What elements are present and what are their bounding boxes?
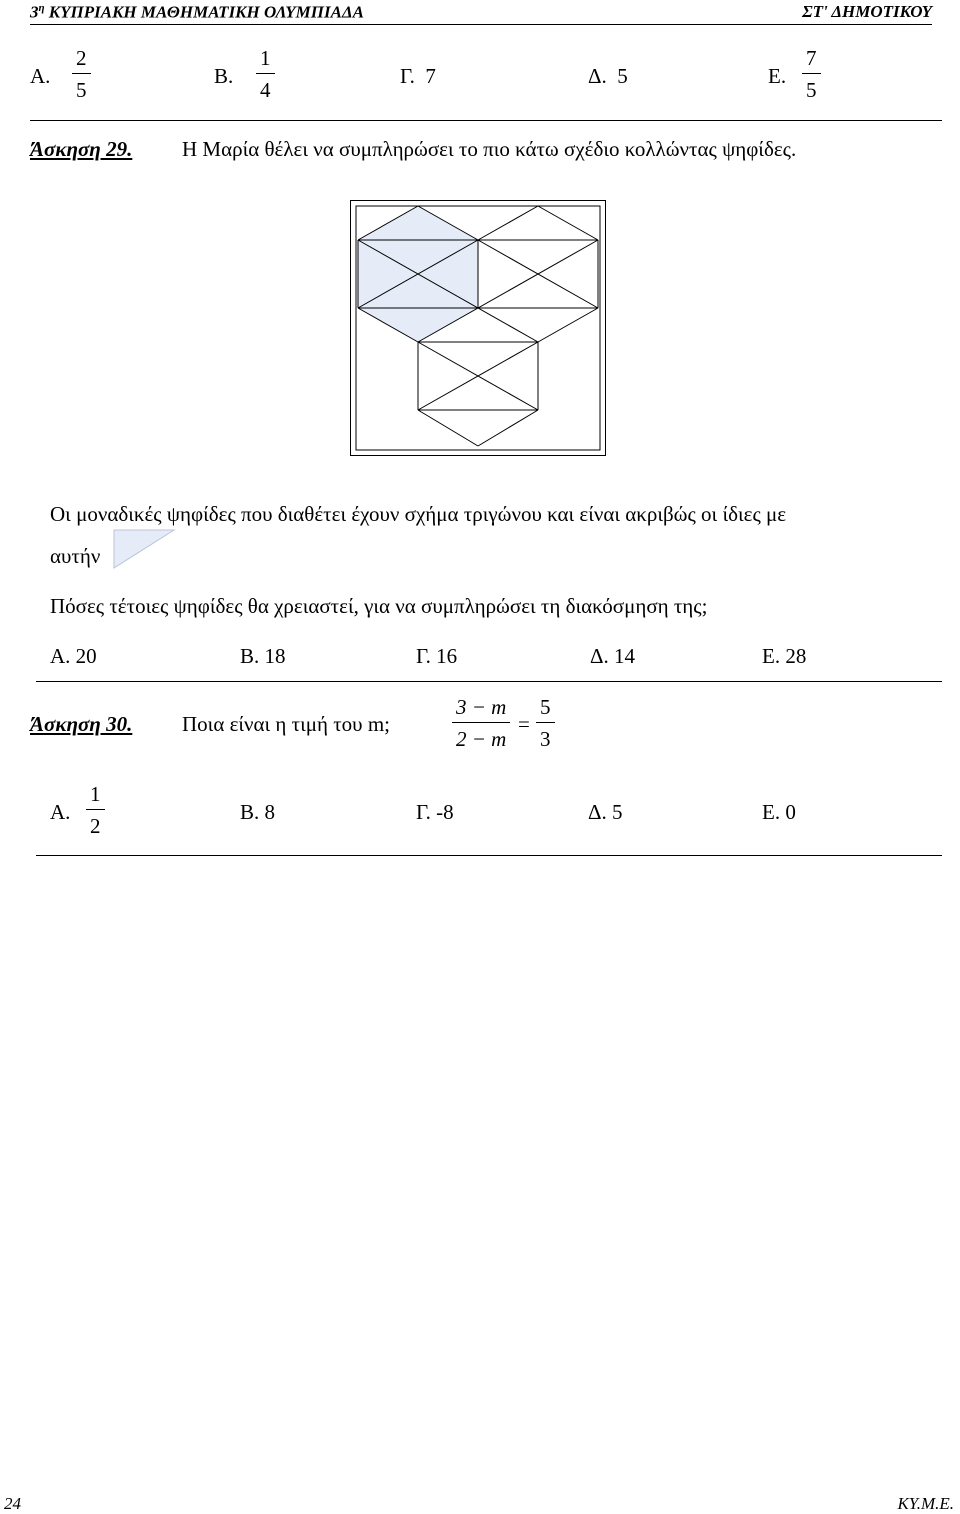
exercise-29-option-c: Γ. 16: [416, 644, 458, 668]
exercise-30-option-c: Γ. -8: [416, 800, 454, 824]
q28-option-e-label: Ε.: [768, 64, 787, 88]
exercise-29-intro: Η Μαρία θέλει να συμπληρώσει το πιο κάτω σχέδιο κολλώντας ψηφίδες.: [182, 137, 797, 161]
exercise-29-text-line1: Οι μοναδικές ψηφίδες που διαθέτει έχουν σχήμα τριγώνου και είναι ακριβώς οι ίδιες με: [50, 502, 787, 526]
exercise-30-option-d: Δ. 5: [588, 800, 623, 824]
q28-option-d: Δ. 5: [588, 64, 628, 88]
header-grade: ΣΤ' ΔΗΜΟΤΙΚΟΥ: [802, 2, 932, 21]
exercise-29-option-a: Α. 20: [50, 644, 97, 668]
exercise-30-label: Άσκηση 30.: [30, 712, 133, 736]
divider: [30, 120, 942, 121]
header-title: $3^\eta$ ΚΥΠΡΙΑΚΗ ΜΑΘΗΜΑΤΙΚΗ ΟΛΥΜΠΙΑΔΑ: [30, 2, 364, 22]
equation-right-fraction: $\frac{5}{3}$: [536, 697, 555, 750]
exercise-30-option-a-label: Α.: [50, 800, 71, 824]
exercise-29-option-e: Ε. 28: [762, 644, 807, 668]
q28-option-a-label: Α.: [30, 64, 51, 88]
exercise-29-question: Πόσες τέτοιες ψηφίδες θα χρειαστεί, για να συμπληρώσει τη διακόσμηση της;: [50, 594, 708, 618]
exercise-29-option-b: Β. 18: [240, 644, 286, 668]
mosaic-figure: [350, 200, 606, 456]
q28-option-b-fraction: $\frac{1}{4}$: [256, 48, 275, 101]
exercise-29-option-d: Δ. 14: [590, 644, 636, 668]
header-rule: [30, 24, 932, 25]
equation-left-fraction: $\frac{3 - m}{2 - m}$: [452, 697, 510, 750]
q28-option-b-label: Β.: [214, 64, 234, 88]
divider: [36, 855, 942, 856]
exercise-30-option-a-fraction: $\frac{1}{2}$: [86, 784, 105, 837]
divider: [36, 681, 942, 682]
footer-org: ΚΥ.Μ.Ε.: [897, 1494, 954, 1513]
exercise-29-text-line2: αυτήν: [50, 544, 101, 568]
exercise-30-option-b: Β. 8: [240, 800, 276, 824]
exercise-29-label: Άσκηση 29.: [30, 137, 133, 161]
q28-option-c: Γ. 7: [400, 64, 436, 88]
exercise-30-option-e: Ε. 0: [762, 800, 796, 824]
exercise-30-question: Ποια είναι η τιμή του m;: [182, 712, 391, 736]
tile-sample: [112, 528, 176, 570]
page-number: 24: [4, 1494, 21, 1513]
equation-equals: =: [518, 712, 530, 736]
q28-option-a-fraction: $\frac{2}{5}$: [72, 48, 91, 101]
q28-option-e-fraction: $\frac{7}{5}$: [802, 48, 821, 101]
